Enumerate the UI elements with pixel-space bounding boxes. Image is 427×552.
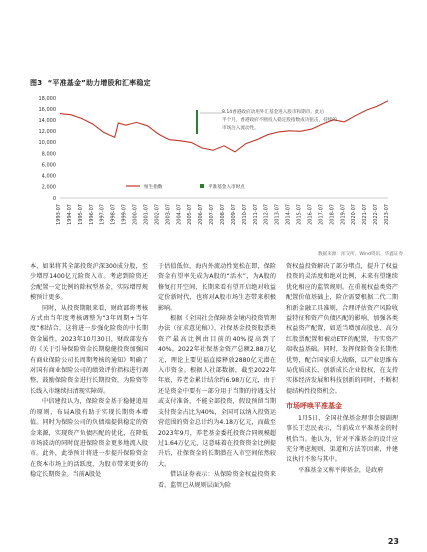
chart-area	[0, 0, 427, 260]
x-tick-label: 2021-07	[362, 204, 369, 225]
x-tick-label: 1997-07	[99, 204, 106, 225]
x-tick-label: 2016-07	[307, 204, 314, 225]
x-tick-label: 2012-07	[263, 204, 270, 225]
page-number: 23	[387, 537, 399, 546]
x-tick-label: 2023-07	[384, 204, 390, 225]
hsi-line-chart	[0, 0, 427, 260]
x-tick-label: 2004-07	[176, 204, 183, 225]
x-tick-label: 2008-07	[220, 204, 226, 225]
x-tick-label: 2017-07	[318, 204, 325, 225]
paragraph: 平准基金又称平抑基金，是政府	[298, 466, 384, 474]
chart-legend	[126, 183, 245, 190]
paragraph: 1月5日，全国社保基金理事会原副理事长王忠民表示，当前成立平准基金的时机恰当。他认为，针对平准基金的设计应充分考虑规则、渠道和方法等因素，并建议执行不参与其中。	[286, 414, 398, 464]
svg-text:半个月，香港政府不断投入稳定股指数成功狙击，持续的: 半个月，香港政府不断投入稳定股指数成功狙击，持续的	[222, 118, 337, 123]
x-tick-label: 2010-07	[241, 204, 248, 225]
x-tick-label: 2020-07	[351, 204, 358, 225]
y-tick-label: 12,000	[38, 129, 56, 136]
text-column-2	[158, 262, 276, 491]
x-tick-label: 2013-07	[274, 204, 281, 225]
y-tick-label: 16,000	[38, 106, 56, 113]
figure-title-text: “平准基金”助力增股和汇率稳定	[47, 79, 151, 87]
x-tick-label: 1994-07	[66, 204, 73, 225]
paragraph: 中信建投认为，保险资金基于稳健追用的原则，布局A股有助于实现长期资本增值。同时为保险公司的负债端提供稳定的资金来源，实现资产负债匹配的优化，在降低市场波动的同时促进保险资金更多地流入股市。此外，此举预计将进一步提升保险资金在资本市场上的活跃度，为股市带来更多的稳定长期资金。当前A股处	[30, 398, 148, 479]
legend-hsi: 恒生指数	[144, 185, 163, 190]
paragraph: 根据《全国社会保障基金境内投资管理办法（征求意见稿）》，社保基金投资股票类资产最高比例由目前的40%提高到了40%。2022年社保基金资产总额2.88万亿元，理论上要见福直接释放2880亿元潜在入市资金。根据人社部数据，截至2022年年底，养老金累计结余约6.98万亿元，由于还是资金中要有一部分用于当期的待遇支付或支付准备，不能全部投资，假设预留当期支付资金占比为40%，全国可以纳入投资运营范围的资金总计约为4.18万亿元，而截至2023年9月，养老基金委托投资合同规模超过1.64万亿元，这意味着在投资资金比例提升后，社保资金的长期潜在入市空间依然较大。	[158, 315, 276, 468]
y-tick-label: 10,000	[38, 140, 56, 147]
y-tick-label: 2,000	[41, 184, 56, 191]
x-tick-label: 1993-07	[56, 204, 62, 225]
x-tick-label: 2000-07	[132, 204, 139, 225]
legend-fund: 平准基金入市时点	[208, 185, 245, 190]
paragraph: 资权益投资解决了部分堵点，提升了权益投资的灵活度和绝对比例，未来有望继续优化相应的监管规则。在重视权益类资产配置价值基础上，险企需要根据二代二期和新金融工具准则，合理评估资产风险收益特征和资产负债匹配的影响，加强各类权益资产配置，如适当增加高股息、高分红股票配置和被动ETF的配置，夯实资产端收益基础。同时，发挥保险资金长期性优势，配合国家重大战略，以产业思维布局优质成长、创新成长企业股权，在支持实体经济发展和科技创新的同时，不断积提结构性投资机会。	[286, 263, 398, 395]
x-tick-label: 2014-07	[285, 204, 292, 225]
x-tick-label: 2006-07	[198, 204, 205, 225]
y-tick-label: 14,000	[38, 118, 56, 125]
chart-annotation	[196, 108, 337, 134]
paragraph: 借话证券表示：从保险资金权益投资来看，监管已从规则层面为险	[158, 471, 276, 489]
y-tick-label: 4,000	[41, 173, 56, 180]
figure-source: 数据来源：浑交所、Wind资讯、华鑫证券	[318, 252, 404, 257]
x-tick-label: 1996-07	[88, 204, 95, 225]
svg-text:8.14香港政府动用外汇基金进入股市和期市。此后: 8.14香港政府动用外汇基金进入股市和期市。此后	[222, 110, 325, 115]
x-tick-label: 2001-07	[143, 204, 150, 225]
x-tick-label: 2005-07	[187, 204, 194, 225]
x-tick-label: 2003-07	[165, 204, 172, 225]
paragraph: 于估值低位，海内外流动性宽松在即，保险资金有望率先成为A股的“活水”，为A股的修复打开空间，长期来看有望开启绝对收益定价新时代，也将对A股市场生态带来积极影响。	[158, 263, 276, 312]
x-tick-label: 1995-07	[77, 204, 84, 225]
y-tick-label: 18,000	[38, 95, 56, 102]
y-tick-label: 8,000	[41, 151, 56, 158]
section-heading: 市场呼唤平准基金	[286, 402, 342, 411]
x-tick-label: 1999-07	[121, 204, 128, 225]
intervention-marker	[196, 110, 198, 134]
paragraph: 本，如果将其全部投资沪深300成分股，至少增厚1400亿元险资入市。考虑到险资还会配置一定比例的除权型基金，实际增厚规模预计更多。	[30, 263, 148, 302]
x-tick-label: 2022-07	[373, 204, 380, 225]
y-tick-label: 0	[52, 195, 56, 202]
text-column-3	[286, 262, 398, 476]
x-tick-label: 2002-07	[154, 204, 161, 225]
text-column-1	[30, 262, 148, 481]
y-tick-label: 6,000	[41, 162, 56, 169]
x-tick-label: 2015-07	[296, 204, 303, 225]
paragraph: 同时，从投资期限来看，财政部将考核方式由当年度考核调整为“3年周期+当年度”相结合，这将进一步强化险资的中长期资金属性。2023年10月30日，财政部发布的《关于引导保险资金长期稳健投资加强国有商业保险公司长周期考核的通知》明确了对国有商业保险公司的绩效评价指标进行调整，鼓励保险资金进行长期投资，为险资等长线入市继续扫清现实障碍。	[30, 304, 148, 395]
x-tick-label: 2019-07	[340, 204, 347, 225]
x-tick-label: 2018-07	[329, 204, 336, 225]
figure-label: 图3	[30, 79, 43, 87]
x-tick-label: 2007-07	[209, 204, 216, 225]
svg-text:市场注入流动性。: 市场注入流动性。	[222, 126, 259, 131]
x-tick-label: 2011-07	[252, 204, 259, 225]
x-tick-label: 2009-07	[230, 204, 237, 225]
x-tick-label: 1998-07	[110, 204, 117, 225]
legend-swatch-fund	[200, 184, 204, 188]
